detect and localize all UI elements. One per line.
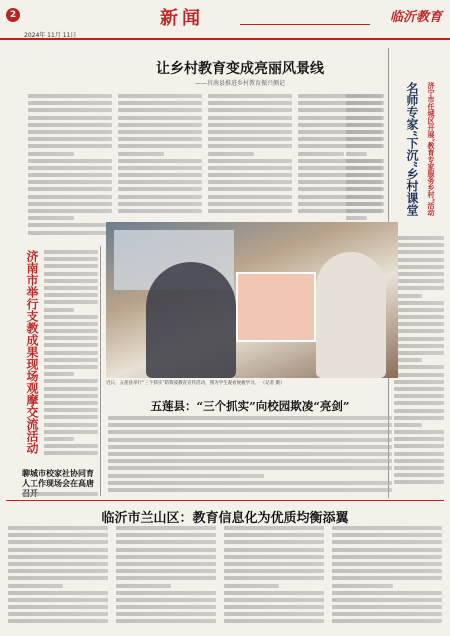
text-line (332, 584, 393, 588)
text-line (208, 187, 292, 191)
text-line (394, 294, 422, 298)
text-line (208, 123, 292, 127)
text-line (346, 166, 384, 170)
text-line (44, 257, 98, 261)
text-line (208, 108, 292, 112)
text-line (28, 216, 74, 220)
text-line (44, 415, 98, 419)
text-line (28, 137, 112, 141)
text-line (44, 279, 98, 283)
left-box-headline: 聊城市校家社协同育人工作现场会在高唐 (22, 468, 94, 488)
text-line (44, 336, 98, 340)
text-line (44, 351, 98, 355)
text-line (108, 481, 392, 485)
text-line (118, 152, 164, 156)
text-line (118, 101, 202, 105)
text-line (346, 202, 384, 206)
text-line (346, 180, 384, 184)
text-line (394, 272, 444, 276)
page-number: 2 (6, 8, 20, 22)
text-line (332, 598, 442, 602)
text-line (8, 591, 108, 595)
text-line (118, 166, 202, 170)
text-line (44, 264, 98, 268)
lead-subheadline: ——莒南县推进乡村教育振兴侧记 (194, 80, 285, 87)
text-line (108, 459, 392, 463)
text-line (394, 365, 444, 369)
text-line (208, 101, 292, 105)
text-line (224, 562, 324, 566)
text-line (28, 130, 112, 134)
text-line (118, 94, 202, 98)
text-line (298, 152, 344, 156)
text-line (394, 373, 444, 377)
text-line (224, 612, 324, 616)
text-line (28, 123, 112, 127)
text-line (208, 195, 292, 199)
text-line (332, 555, 442, 559)
text-line (394, 380, 444, 384)
text-line (224, 526, 324, 530)
text-line (332, 533, 442, 537)
text-line (118, 209, 202, 213)
text-line (8, 562, 108, 566)
text-line (346, 159, 384, 163)
bottom-body-2 (116, 526, 216, 632)
bottom-body-1 (8, 526, 108, 632)
text-line (116, 619, 216, 623)
text-line (108, 423, 392, 427)
text-line (208, 130, 292, 134)
text-line (8, 533, 108, 537)
text-line (208, 94, 292, 98)
middle-headline: 五莲县：“三个抓实”向校园欺凌“亮剑” (150, 399, 350, 413)
masthead (0, 0, 450, 40)
text-line (346, 209, 384, 213)
text-line (28, 116, 112, 120)
text-line (394, 459, 444, 463)
photo-student-left (146, 262, 236, 378)
text-line (394, 279, 444, 283)
text-line (108, 445, 392, 449)
text-line (22, 492, 98, 496)
text-line (8, 584, 63, 588)
right-body (394, 236, 444, 494)
text-line (44, 329, 98, 333)
text-line (108, 474, 264, 478)
text-line (116, 548, 216, 552)
text-line (44, 358, 98, 362)
text-line (118, 116, 202, 120)
text-line (28, 202, 112, 206)
text-line (224, 619, 324, 623)
text-line (116, 605, 216, 609)
text-line (394, 286, 444, 290)
text-line (28, 195, 112, 199)
text-line (44, 372, 74, 376)
text-line (44, 343, 98, 347)
text-line (28, 152, 74, 156)
text-line (394, 329, 444, 333)
text-line (332, 540, 442, 544)
text-line (332, 612, 442, 616)
text-line (8, 548, 108, 552)
right-subline: 济宁市任城区开展“教育专家服务乡村”活动 (427, 82, 436, 217)
text-line (44, 451, 98, 455)
text-line (118, 195, 202, 199)
text-line (394, 351, 444, 355)
text-line (118, 144, 202, 148)
text-line (224, 569, 324, 573)
text-line (394, 387, 444, 391)
text-line (44, 308, 74, 312)
text-line (346, 108, 384, 112)
text-line (224, 548, 324, 552)
text-line (224, 598, 324, 602)
text-line (224, 540, 324, 544)
text-line (116, 569, 216, 573)
text-line (394, 236, 444, 240)
text-line (394, 250, 444, 254)
text-line (224, 591, 324, 595)
text-line (332, 576, 442, 580)
text-line (394, 358, 422, 362)
text-line (224, 533, 324, 537)
bottom-rule (6, 500, 444, 501)
text-line (28, 94, 112, 98)
text-line (394, 301, 444, 305)
lead-headline: 让乡村教育变成亮丽风景线 (156, 61, 324, 77)
text-line (108, 488, 392, 492)
text-line (346, 130, 384, 134)
text-line (208, 202, 292, 206)
text-line (44, 444, 98, 448)
text-line (44, 322, 98, 326)
text-line (44, 401, 98, 405)
text-line (28, 166, 112, 170)
text-line (116, 555, 216, 559)
text-line (8, 619, 108, 623)
text-line (118, 180, 202, 184)
text-line (108, 438, 392, 442)
text-line (8, 576, 108, 580)
text-line (332, 548, 442, 552)
text-line (208, 173, 292, 177)
text-line (394, 401, 444, 405)
text-line (394, 409, 444, 413)
text-line (116, 576, 216, 580)
photo-student-right (316, 252, 386, 378)
news-photo (106, 222, 398, 378)
text-line (208, 137, 292, 141)
text-line (118, 202, 202, 206)
text-line (394, 344, 444, 348)
text-line (44, 272, 98, 276)
text-line (346, 116, 384, 120)
text-line (208, 144, 292, 148)
text-line (394, 444, 444, 448)
text-line (28, 187, 112, 191)
text-line (28, 159, 112, 163)
text-line (346, 173, 384, 177)
text-line (346, 144, 384, 148)
text-line (394, 430, 444, 434)
text-line (44, 437, 74, 441)
text-line (224, 555, 324, 559)
text-line (8, 569, 108, 573)
text-line (28, 144, 112, 148)
photo-poster (236, 272, 316, 342)
text-line (394, 337, 444, 341)
text-line (394, 315, 444, 319)
text-line (224, 605, 324, 609)
text-line (44, 300, 98, 304)
text-line (118, 159, 202, 163)
text-line (8, 555, 108, 559)
text-line (394, 265, 444, 269)
text-line (44, 408, 98, 412)
text-line (332, 619, 442, 623)
text-line (346, 123, 384, 127)
right-headline: 名师专家“下沉”乡村课堂 (405, 82, 419, 216)
text-line (346, 187, 384, 191)
lead-body-col-2 (118, 94, 202, 218)
text-line (44, 365, 98, 369)
text-line (44, 286, 98, 290)
left-box-body (22, 492, 98, 500)
text-line (118, 173, 202, 177)
bottom-body-3 (224, 526, 324, 632)
photo-caption: 近日，五莲县举行“三个抓实”防欺凌教育宣传活动，图为学生观看展板学习。 （记者 摄） (106, 381, 285, 386)
text-line (332, 562, 442, 566)
text-line (116, 540, 216, 544)
text-line (346, 152, 367, 156)
text-line (44, 293, 98, 297)
text-line (44, 387, 98, 391)
lead-body-col-1 (28, 94, 112, 244)
text-line (346, 216, 367, 220)
text-line (346, 137, 384, 141)
text-line (394, 258, 444, 262)
text-line (116, 533, 216, 537)
text-line (44, 394, 98, 398)
text-line (224, 584, 279, 588)
text-line (394, 466, 444, 470)
text-line (118, 137, 202, 141)
text-line (208, 180, 292, 184)
text-line (108, 416, 392, 420)
text-line (224, 576, 324, 580)
text-line (108, 430, 392, 434)
text-line (346, 195, 384, 199)
text-line (394, 437, 444, 441)
text-line (346, 101, 384, 105)
text-line (394, 473, 444, 477)
text-line (118, 108, 202, 112)
text-line (44, 423, 98, 427)
text-line (118, 123, 202, 127)
text-line (116, 612, 216, 616)
text-line (44, 250, 98, 254)
text-line (28, 108, 112, 112)
text-line (208, 116, 292, 120)
text-line (394, 394, 444, 398)
column-divider (100, 246, 101, 496)
text-line (332, 605, 442, 609)
text-line (44, 315, 98, 319)
text-line (116, 591, 216, 595)
text-line (394, 423, 422, 427)
text-line (394, 308, 444, 312)
text-line (208, 209, 292, 213)
text-line (332, 591, 442, 595)
text-line (28, 231, 112, 235)
text-line (28, 180, 112, 184)
text-line (394, 322, 444, 326)
text-line (394, 480, 444, 484)
text-line (394, 416, 444, 420)
text-line (28, 223, 112, 227)
left-body (44, 250, 98, 460)
text-line (208, 152, 254, 156)
text-line (8, 612, 108, 616)
text-line (118, 187, 202, 191)
text-line (116, 526, 216, 530)
lead-body-col-3 (208, 94, 292, 218)
text-line (118, 130, 202, 134)
text-line (116, 562, 216, 566)
text-line (346, 94, 384, 98)
text-line (394, 452, 444, 456)
text-line (28, 173, 112, 177)
text-line (8, 605, 108, 609)
left-headline: 济南市举行支教成果现场观摩交流活动 (25, 250, 39, 454)
bottom-body-4 (332, 526, 442, 632)
text-line (394, 243, 444, 247)
text-line (208, 166, 292, 170)
text-line (28, 101, 112, 105)
section-rule (240, 24, 370, 25)
brand-logo: 临沂教育 (389, 10, 442, 25)
text-line (28, 209, 112, 213)
section-title: 新闻 (160, 8, 204, 29)
text-line (8, 526, 108, 530)
text-line (116, 584, 171, 588)
text-line (44, 379, 98, 383)
text-line (332, 569, 442, 573)
text-line (8, 598, 108, 602)
text-line (332, 526, 442, 530)
text-line (208, 159, 292, 163)
issue-date: 2024年 11月 11日 (24, 32, 77, 39)
text-line (108, 466, 392, 470)
text-line (8, 540, 108, 544)
middle-body (108, 416, 392, 496)
text-line (44, 430, 98, 434)
text-line (108, 452, 392, 456)
text-line (116, 598, 216, 602)
bottom-headline: 临沂市兰山区：教育信息化为优质均衡添翼 (101, 511, 349, 526)
